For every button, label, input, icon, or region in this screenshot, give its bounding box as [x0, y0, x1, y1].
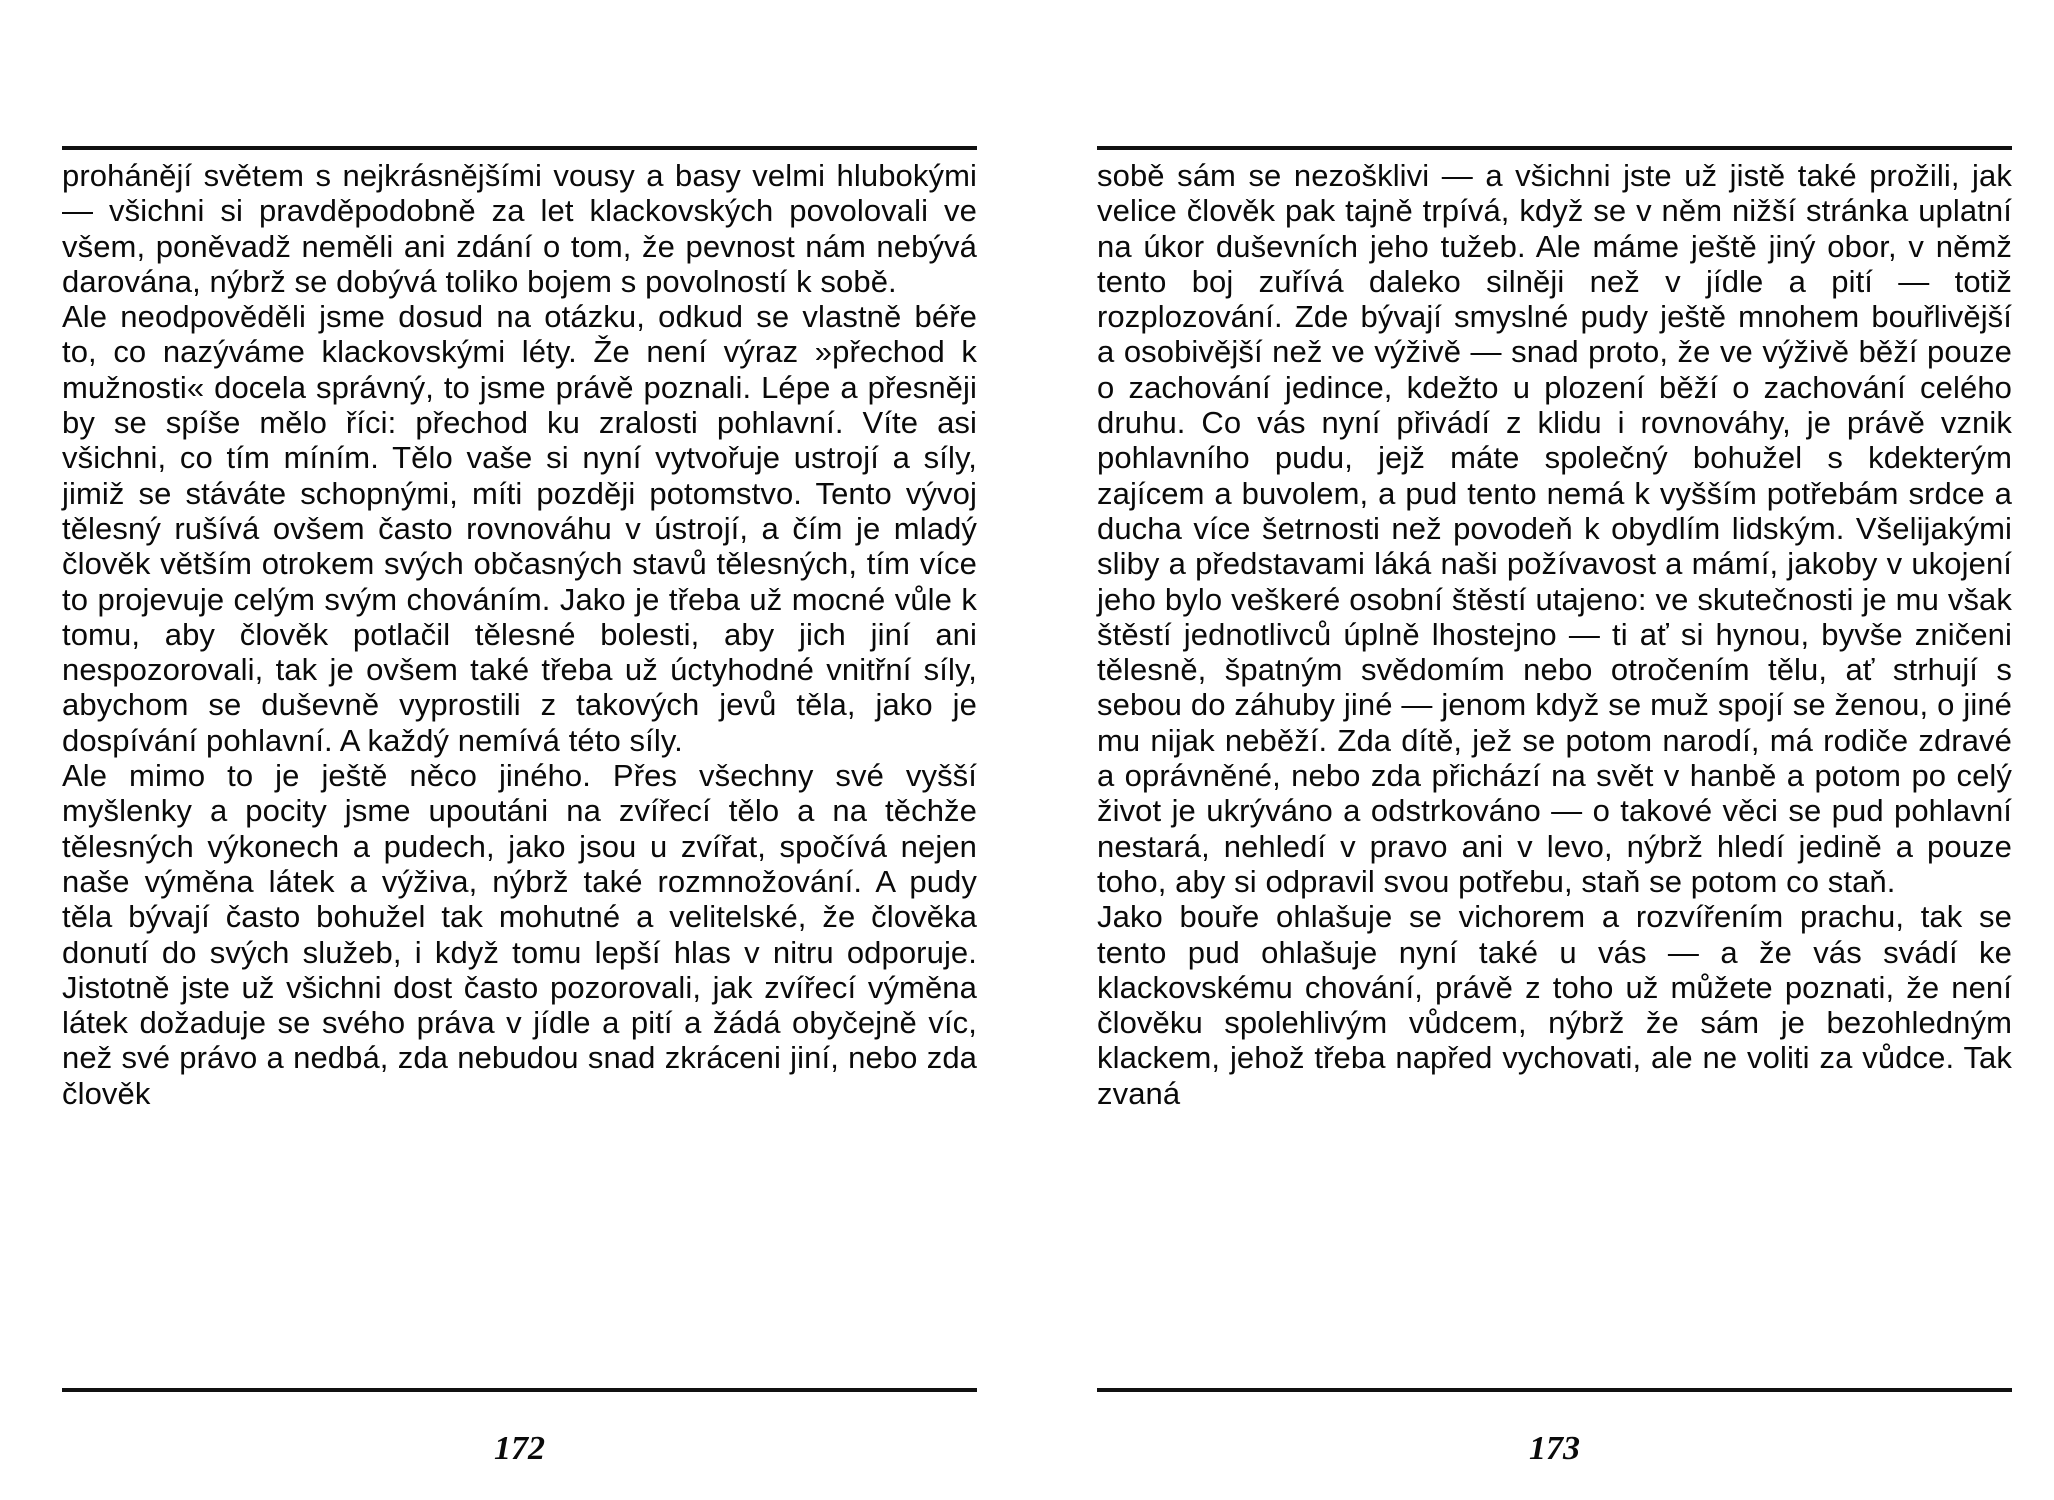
paragraph: Ale mimo to je ještě něco jiného. Přes všechny své vyšší myšlenky a pocity jsme upoutáni na zvířecí tělo a na těchže tělesných výkonech a pudech, jako jsou u zvířat, spočívá nejen naše výměna látek a výživa, nýbrž také rozmnožování. A pudy těla bývají často bohužel tak mohutné a velitelské, že člověka donutí do svých služeb, i když tomu lepší hlas v nitru odporuje. Jistotně jste už všichni dost často pozorovali, jak zvířecí výměna látek dožaduje se svého práva v jídle a pití a žádá obyčejně víc, než své právo a nedbá, zda nebudou snad zkráceni jiní, nebo zda člověk [62, 758, 977, 1111]
right-page-text [1097, 158, 2012, 1111]
paragraph: sobě sám se nezošklivi — a všichni jste už jistě také prožili, jak velice člověk pak tajně trpívá, když se v něm nižší stránka uplatní na úkor duševních jeho tužeb. Ale máme ještě jiný obor, v němž tento boj zuřívá daleko silněji než v jídle a pití — totiž rozplozování. Zde bývají smyslné pudy ještě mnohem bouřlivější a osobivější než ve výživě — snad proto, že ve výživě běží pouze o zachování jedince, kdežto u plození běží o zachování celého druhu. Co vás nyní přivádí z klidu i rovnováhy, je právě vznik pohlavního pudu, jejž máte společný bohužel s kdekterým zajícem a buvolem, a pud tento nemá k vyšším potřebám srdce a ducha více šetrnosti než povodeň k obydlím lidským. Všelijakými sliby a představami láká naši požívavost a mámí, jakoby v ukojení jeho bylo veškeré osobní štěstí utajeno: ve skutečnosti je mu však štěstí jednotlivců úplně lhostejno — ti ať si hynou, byvše zničeni tělesně, špatným svědomím nebo otročením tělu, ať strhují s sebou do záhuby jiné — jenom když se muž spojí se ženou, o jiné mu nijak neběží. Zda dítě, jež se potom narodí, má rodiče zdravé a oprávněné, nebo zda přichází na svět v hanbě a potom po celý život je ukrýváno a odstrkováno — o takové věci se pud pohlavní nestará, nehledí v pravo ani v levo, nýbrž hledí jedině a pouze toho, aby si odpravil svou potřebu, staň se potom co staň. [1097, 158, 2012, 899]
paragraph: Jako bouře ohlašuje se vichorem a rozvířením prachu, tak se tento pud ohlašuje nyní také u vás — a že vás svádí ke klackovskému chování, právě z toho už můžete poznati, že není člověku spolehlivým vůdcem, nýbrž že sám je bezohledným klackem, jehož třeba napřed vychovati, ale ne voliti za vůdce. Tak zvaná [1097, 899, 2012, 1111]
top-rule [62, 146, 977, 150]
left-page [62, 0, 977, 1500]
paragraph: Ale neodpověděli jsme dosud na otázku, odkud se vlastně béře to, co nazýváme klackovskými léty. Že není výraz »přechod k mužnosti« docela správný, to jsme právě poznali. Lépe a přesněji by se spíše mělo říci: přechod ku zralosti pohlavní. Víte asi všichni, co tím míním. Tělo vaše si nyní vytvořuje ustrojí a síly, jimiž se stáváte schopnými, míti později potomstvo. Tento vývoj tělesný rušívá ovšem často rovnováhu v ústrojí, a čím je mladý člověk větším otrokem svých občasných stavů tělesných, tím více to projevuje celým svým chováním. Jako je třeba už mocné vůle k tomu, aby člověk potlačil tělesné bolesti, aby jich jiní ani nespozorovali, tak je ovšem také třeba už úctyhodné vnitřní síly, abychom se duševně vyprostili z takových jevů těla, jako je dospívání pohlavní. A každý nemívá této síly. [62, 299, 977, 758]
page-number: 172 [494, 1430, 545, 1467]
page-number: 173 [1529, 1430, 1580, 1467]
bottom-rule [1097, 1388, 2012, 1392]
top-rule [1097, 146, 2012, 150]
bottom-rule [62, 1388, 977, 1392]
left-page-text [62, 158, 977, 1111]
paragraph: prohánějí světem s nejkrásnějšími vousy a basy velmi hlubokými — všichni si pravděpodobně za let klackovských povolovali ve všem, poněvadž neměli ani zdání o tom, že pevnost nám nebývá darována, nýbrž se dobývá toliko bojem s povolností k sobě. [62, 158, 977, 299]
right-page [1097, 0, 2012, 1500]
